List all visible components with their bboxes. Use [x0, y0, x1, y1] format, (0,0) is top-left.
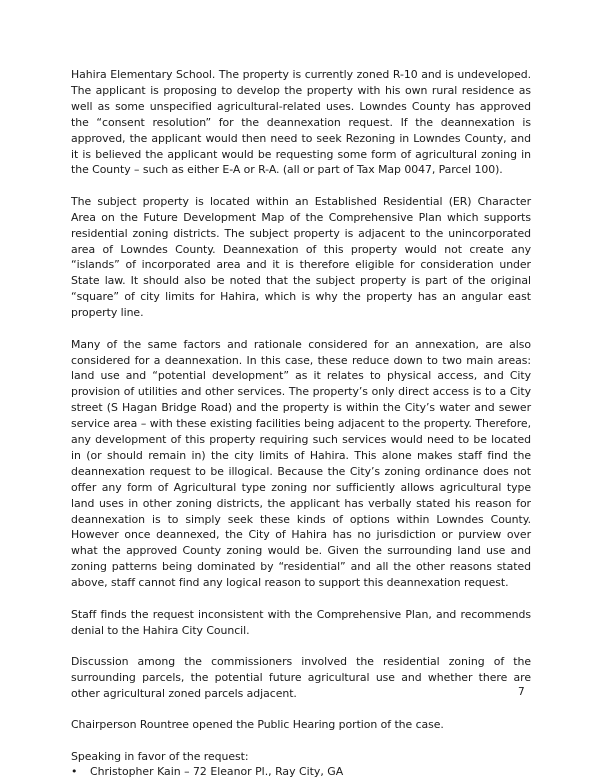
- page-body: [71, 67, 531, 780]
- bullet-icon: •: [71, 765, 78, 779]
- page-number: 7: [518, 686, 525, 698]
- speaker-name: Christopher Kain – 72 Eleanor Pl., Ray City, GA: [90, 765, 344, 779]
- paragraph-character-area: The subject property is located within an Established Residential (ER) Character Area on the Future Development Map of the Comprehensive Plan which supports residential zoning districts. The subject property is adjacent to the unincorporated area of Lowndes County. Deannexation of this property would not create any “islands” of incorporated area and it is therefore eligible for consideration under State law. It should also be noted that the subject property is part of the original “square” of city limits for Hahira, which is why the property has an angular east property line.: [71, 194, 531, 320]
- paragraph-public-hearing: Chairperson Rountree opened the Public Hearing portion of the case.: [71, 718, 444, 732]
- paragraph-staff-recommendation: Staff finds the request inconsistent with the Comprehensive Plan, and recommends denial to the Hahira City Council.: [71, 607, 531, 637]
- speakers-section: [71, 749, 531, 780]
- speaker-list: [71, 764, 531, 780]
- speaking-heading: Speaking in favor of the request:: [71, 749, 249, 763]
- paragraph-commission-discussion: Discussion among the commissioners involved the residential zoning of the surrounding parcels, the potential future agricultural use and whether there are other agricultural zoned parcels adjacent.: [71, 654, 531, 700]
- paragraph-property-description: Hahira Elementary School. The property is currently zoned R-10 and is undeveloped. The applicant is proposing to develop the property with his own rural residence as well as some unspecified agricultural-related uses. Lowndes County has approved the “consent resolution” for the deannexation request. If the deannexation is approved, the applicant would then need to seek Rezoning in Lowndes County, and it is believed the applicant would be requesting some form of agricultural zoning in the County – such as either E-A or R-A. (all or part of Tax Map 0047, Parcel 100).: [71, 68, 531, 177]
- list-item: [71, 764, 531, 780]
- paragraph-deannexation-factors: Many of the same factors and rationale considered for an annexation, are also considered for a deannexation. In this case, these reduce down to two main areas: land use and “potential development” as it relates to physical access, and City provision of utilities and other services. The property’s only direct access is to a City street (S Hagan Bridge Road) and the property is within the City’s water and sewer service area – with these existing facilities being adjacent to the property. Therefore, any development of this property requiring such services would need to be located in (or should remain in) the city limits of Hahira. This alone makes staff find the deannexation request to be illogical. Because the City’s zoning ordinance does not offer any form of Agricultural type zoning nor sufficiently allows agricultural type land uses in other zoning districts, the applicant has verbally stated his reason for deannexation is to simply seek these kinds of options within Lowndes County. However once deannexed, the City of Hahira has no jurisdiction or purview over what the approved County zoning would be. Given the surrounding land use and zoning patterns being dominated by “residential” and all the other reasons stated above, staff cannot find any logical reason to support this deannexation request.: [71, 337, 531, 590]
